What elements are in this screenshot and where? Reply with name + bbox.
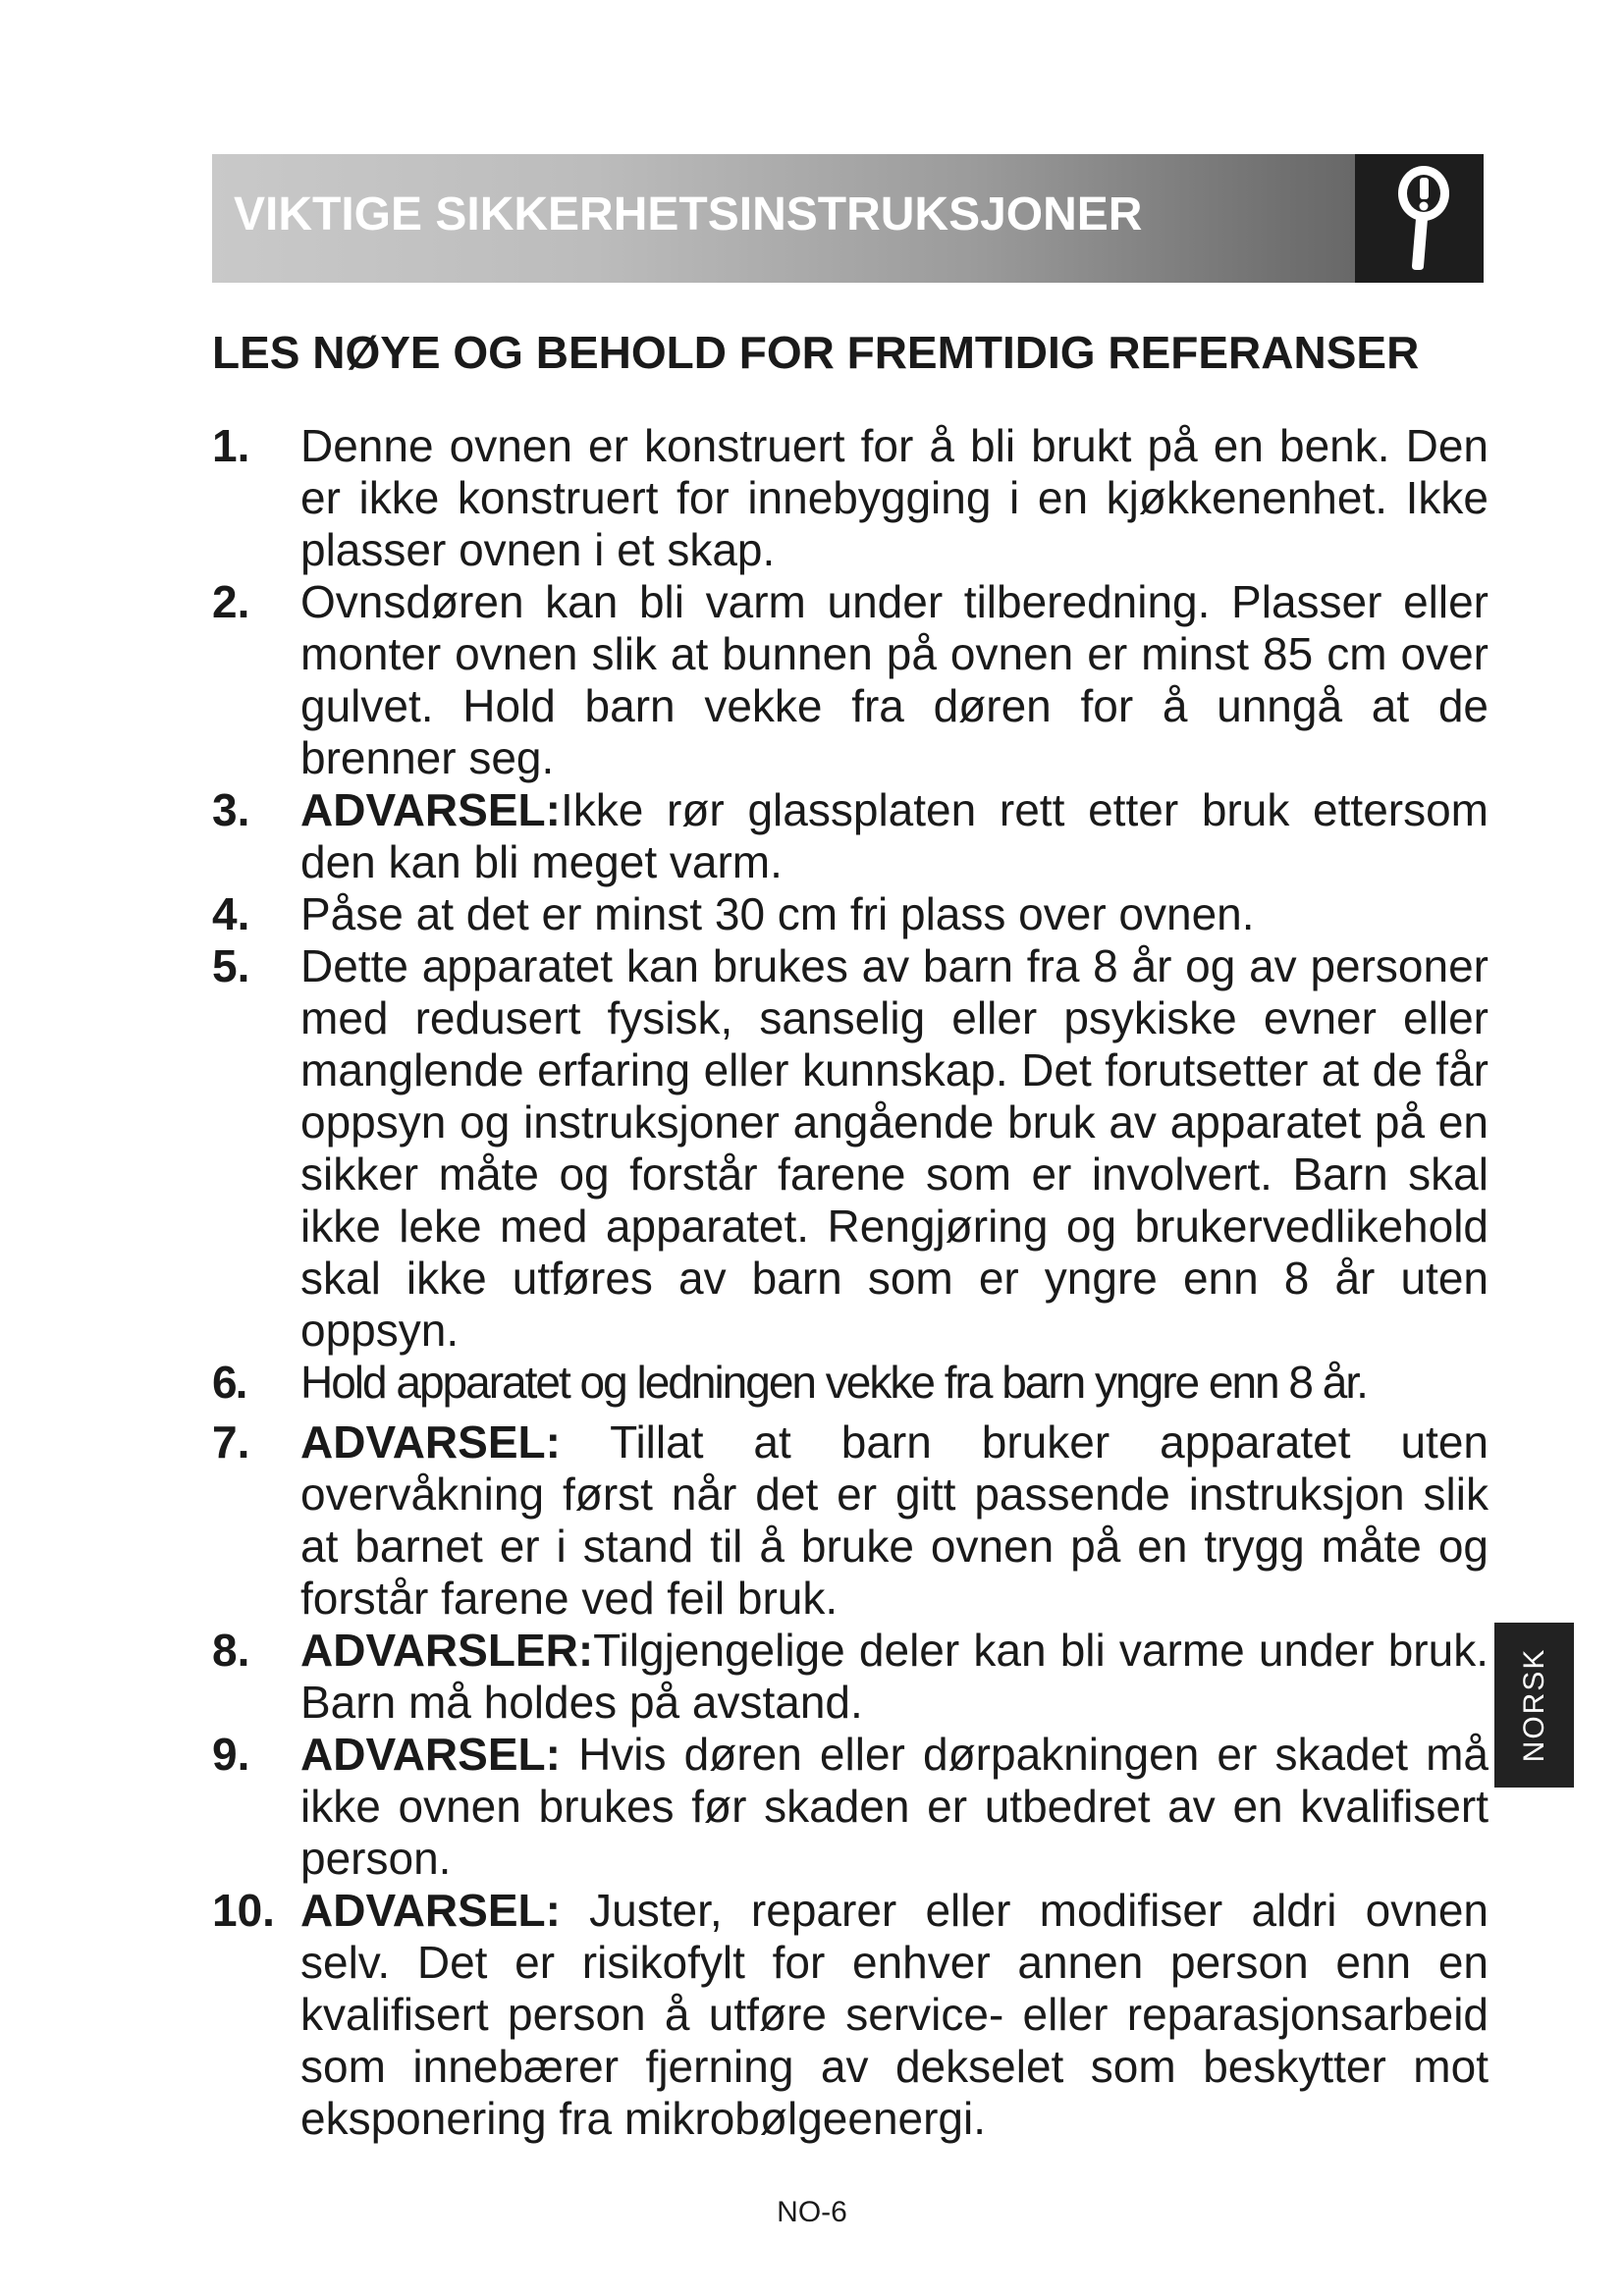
language-tab bbox=[1494, 1623, 1574, 1788]
item-text: Tilgjengelige deler kan bli varme under bruk. Barn må holdes på avstand. bbox=[300, 1625, 1489, 1728]
item-warning: ADVARSEL: bbox=[300, 784, 561, 835]
list-item bbox=[212, 1885, 1489, 2145]
item-warning: ADVARSLER: bbox=[300, 1625, 594, 1676]
item-text: Juster, reparer eller modifiser aldri ovnen selv. Det er risikofylt for enhver annen person enn en kvalifisert person å utføre service- eller reparasjonsarbeid som innebærer fjerning av dekselet som beskytter mot eksponering fra mikrobølgeenergi. bbox=[300, 1885, 1489, 2144]
item-number: 3. bbox=[212, 784, 250, 835]
list-item bbox=[212, 1625, 1489, 1729]
item-warning: ADVARSEL: bbox=[300, 1416, 561, 1468]
item-number: 2. bbox=[212, 576, 250, 627]
list-item bbox=[212, 940, 1489, 1357]
list-item bbox=[212, 1729, 1489, 1885]
page-number: NO-6 bbox=[777, 2196, 847, 2228]
list-item bbox=[212, 784, 1489, 888]
item-number: 8. bbox=[212, 1625, 250, 1676]
item-number: 10. bbox=[212, 1885, 275, 1936]
item-text: Påse at det er minst 30 cm fri plass over ovnen. bbox=[300, 888, 1255, 939]
section-banner bbox=[212, 154, 1484, 283]
item-warning: ADVARSEL: bbox=[300, 1885, 561, 1936]
list-item bbox=[212, 576, 1489, 784]
item-number: 7. bbox=[212, 1416, 250, 1468]
magnifier-exclamation-icon bbox=[1355, 154, 1484, 283]
language-tab-label: NORSK bbox=[1517, 1647, 1550, 1763]
item-number: 1. bbox=[212, 420, 250, 471]
item-text: Dette apparatet kan brukes av barn fra 8 år og av personer med redusert fysisk, sanselig eller psykiske evner eller manglende erfaring eller kunnskap. Det forutsetter at de får oppsyn og instruksjoner angående bruk av apparatet på en sikker måte og forstår farene som er involvert. Barn skal ikke leke med apparatet. Rengjøring og brukervedlikehold skal ikke utføres av barn som er yngre enn 8 år uten oppsyn. bbox=[300, 940, 1489, 1356]
item-number: 9. bbox=[212, 1729, 250, 1780]
safety-instructions-list bbox=[212, 420, 1489, 2145]
list-item bbox=[212, 420, 1489, 576]
item-number: 5. bbox=[212, 940, 250, 991]
item-text: Hvis døren eller dørpakningen er skadet må ikke ovnen brukes før skaden er utbedret av en kvalifisert person. bbox=[300, 1729, 1489, 1884]
page-subtitle: LES NØYE OG BEHOLD FOR FREMTIDIG REFERANSER bbox=[212, 327, 1420, 378]
item-warning: ADVARSEL: bbox=[300, 1729, 561, 1780]
list-item bbox=[212, 888, 1489, 940]
item-number: 6. bbox=[212, 1357, 246, 1408]
list-item bbox=[212, 1357, 1489, 1409]
item-number: 4. bbox=[212, 888, 250, 939]
item-text: Tillat at barn bruker apparatet uten overvåkning først når det er gitt passende instruksjon slik at barnet er i stand til å bruke ovnen på en trygg måte og forstår farene ved feil bruk. bbox=[300, 1416, 1489, 1624]
item-text: Ovnsdøren kan bli varm under tilberedning. Plasser eller monter ovnen slik at bunnen på ovnen er minst 85 cm over gulvet. Hold barn vekke fra døren for å unngå at de brenner seg. bbox=[300, 576, 1489, 783]
item-text: Denne ovnen er konstruert for å bli brukt på en benk. Den er ikke konstruert for innebygging i en kjøkkenenhet. Ikke plasser ovnen i et skap. bbox=[300, 420, 1489, 575]
item-text: Ikke rør glassplaten rett etter bruk ettersom den kan bli meget varm. bbox=[300, 784, 1489, 887]
item-text: Hold apparatet og ledningen vekke fra barn yngre enn 8 år. bbox=[300, 1357, 1367, 1408]
list-item bbox=[212, 1416, 1489, 1625]
banner-title: VIKTIGE SIKKERHETSINSTRUKSJONER bbox=[234, 188, 1143, 240]
